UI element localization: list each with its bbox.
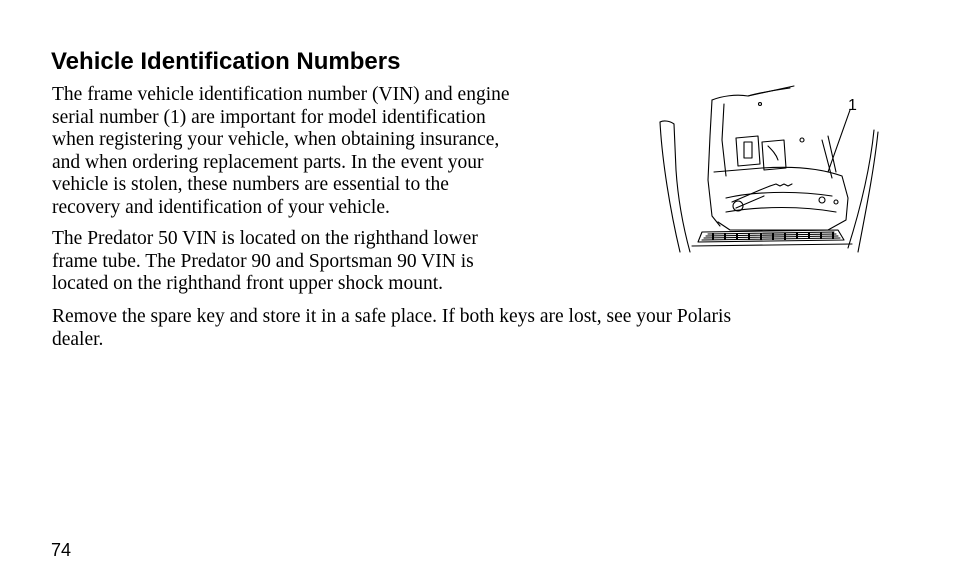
text-line: dealer. xyxy=(52,328,104,350)
paragraph-vin-location xyxy=(52,228,478,296)
callout-label: 1 xyxy=(848,97,857,114)
text-line: The Predator 50 VIN is located on the righthand lower xyxy=(52,228,478,249)
section-heading: Vehicle Identification Numbers xyxy=(51,48,401,75)
text-line: frame tube. The Predator 90 and Sportsman 90 VIN is xyxy=(52,250,474,272)
text-line: Remove the spare key and store it in a safe place. If both keys are lost, see your Polaris xyxy=(52,306,732,327)
text-line: The frame vehicle identification number (VIN) and engine xyxy=(52,84,510,105)
text-line: when registering your vehicle, when obtaining insurance, xyxy=(52,129,500,150)
text-line: recovery and identification of your vehicle. xyxy=(52,196,390,218)
paragraph-vin-importance xyxy=(52,84,510,219)
text-line: and when ordering replacement parts. In the event your xyxy=(52,151,484,173)
frame-engine-drawing xyxy=(652,80,884,262)
vin-location-illustration xyxy=(652,80,884,262)
text-line: serial number (1) are important for model identification xyxy=(52,106,486,128)
page-number: 74 xyxy=(51,540,72,560)
text-line: located on the righthand front upper shock mount. xyxy=(52,273,443,294)
text-line: vehicle is stolen, these numbers are essential to the xyxy=(52,174,449,195)
paragraph-spare-key xyxy=(52,306,731,351)
